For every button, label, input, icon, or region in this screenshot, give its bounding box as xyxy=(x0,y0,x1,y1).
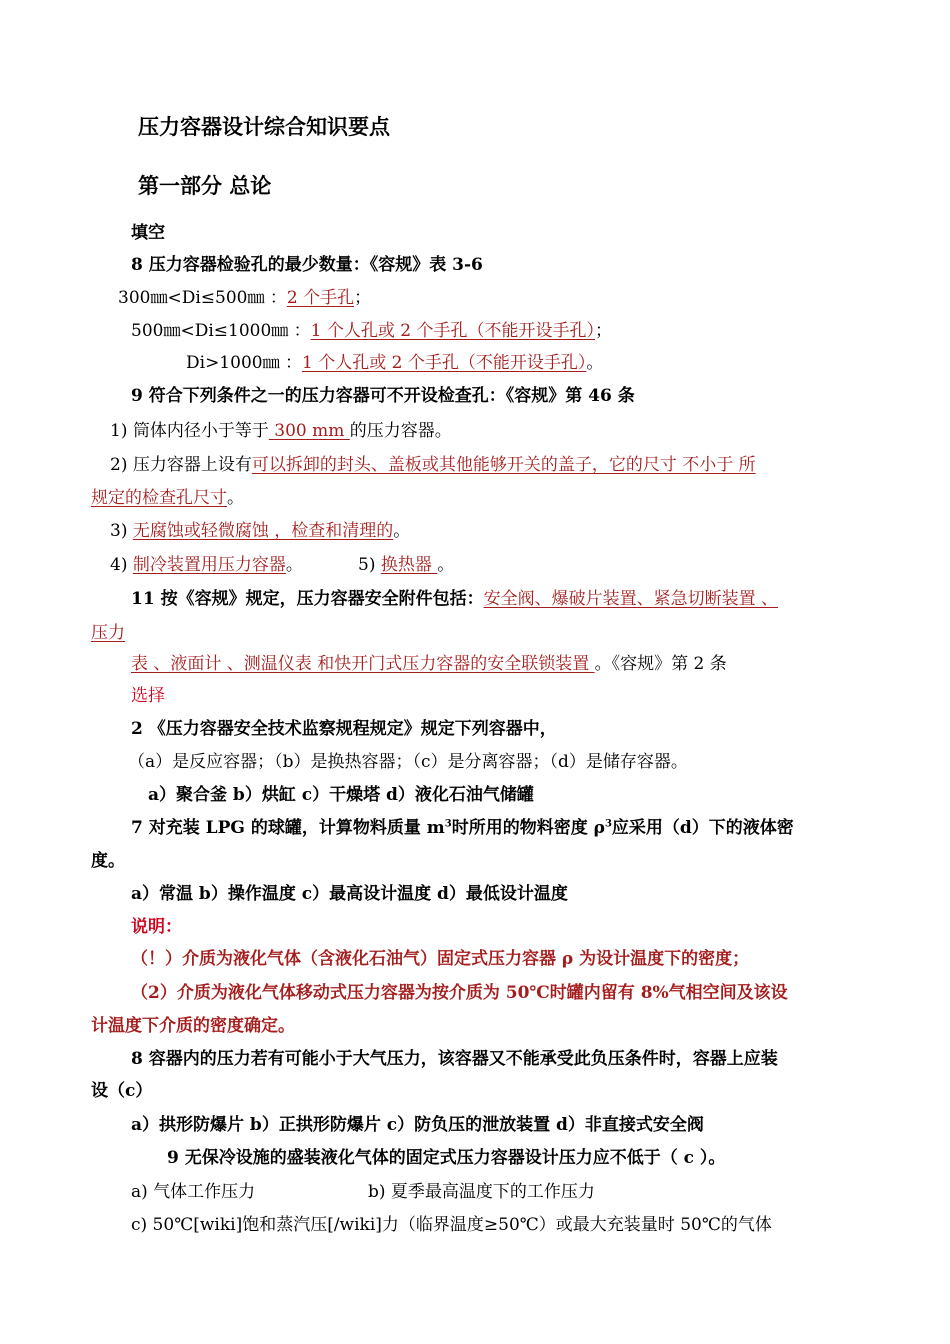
question-text: 11 按《容规》规定，压力容器安全附件包括： xyxy=(131,589,484,609)
question-8: 8 压力容器检验孔的最少数量：《容规》表 3-6 xyxy=(131,255,483,275)
select-question-8-cont: 设（c） xyxy=(91,1081,153,1101)
answer-text: 压力 xyxy=(91,623,125,643)
row-label: 500㎜<Di≤1000㎜ ： xyxy=(131,321,311,341)
answer-text: 规定的检查孔尺寸 xyxy=(91,488,227,508)
row-end: 。 xyxy=(586,353,604,373)
row-end: ； xyxy=(354,288,372,308)
select-question-2-choices: a）聚合釜 b）烘缸 c）干燥塔 d）液化石油气储罐 xyxy=(148,785,534,805)
note-1: （！）介质为液化气体（含液化石油气）固定式压力容器 ρ 为设计温度下的密度； xyxy=(131,949,750,969)
answer-text: 换热器 xyxy=(380,555,438,575)
select-question-7 xyxy=(131,817,794,839)
question-11 xyxy=(131,588,778,610)
condition-label: 5) xyxy=(358,555,381,575)
condition-label: 3) xyxy=(110,521,133,541)
select-question-9-opt-c: c) 50℃[wiki]饱和蒸汽压[/wiki]力（临界温度≥50℃）或最大充装量时 50℃的气体 xyxy=(131,1215,772,1235)
answer-text: 2 个手孔 xyxy=(286,288,355,308)
note-2: （2）介质为液化气体移动式压力容器为按介质为 50℃时罐内留有 8%气相空间及该设 xyxy=(131,983,788,1003)
select-question-9: 9 无保冷设施的盛装液化气体的固定式压力容器设计压力应不低于（ c ）。 xyxy=(167,1148,726,1168)
note-2-cont: 计温度下介质的密度确定。 xyxy=(91,1016,295,1036)
row-label: 300㎜<Di≤500㎜ ： xyxy=(118,288,287,308)
answer-text: 1 个人孔或 2 个手孔（不能开设手孔） xyxy=(310,321,596,341)
superscript: 3 xyxy=(444,818,452,830)
condition-1 xyxy=(110,420,452,442)
select-question-8-opts: a）拱形防爆片 b）正拱形防爆片 c）防负压的泄放装置 d）非直接式安全阀 xyxy=(131,1115,704,1135)
condition-end: 。 xyxy=(227,488,244,508)
answer-text: 1 个人孔或 2 个手孔（不能开设手孔） xyxy=(301,353,587,373)
condition-4 xyxy=(110,554,303,576)
q-part: 应采用（d）下的液体密 xyxy=(611,818,794,838)
answer-text: 制冷装置用压力容器 xyxy=(132,555,286,575)
condition-2-cont xyxy=(91,487,244,509)
condition-end: 。 xyxy=(437,555,455,575)
question-11-cont2 xyxy=(131,653,727,675)
condition-label: 1) 筒体内径小于等于 xyxy=(110,421,269,441)
answer-row-3 xyxy=(186,352,603,374)
answer-text: 表 、液面计 、测温仪表 和快开门式压力容器的安全联锁装置 xyxy=(131,654,595,674)
q-part: 7 对充装 LPG 的球罐，计算物料质量 m xyxy=(131,818,445,838)
answer-row-2 xyxy=(131,320,612,342)
select-question-8: 8 容器内的压力若有可能小于大气压力，该容器又不能承受此负压条件时，容器上应装 xyxy=(131,1049,778,1069)
answer-text: 300 mm xyxy=(268,421,350,441)
row-label: Di>1000㎜ ： xyxy=(186,353,302,373)
condition-5 xyxy=(358,554,454,576)
condition-2 xyxy=(110,454,756,476)
row-end: ； xyxy=(595,321,613,341)
question-end: 。《容规》第 2 条 xyxy=(594,654,727,674)
superscript: 3 xyxy=(604,818,612,830)
condition-post: 的压力容器。 xyxy=(349,421,452,441)
q-part: 时所用的物料密度 ρ xyxy=(451,818,605,838)
question-9: 9 符合下列条件之一的压力容器可不开设检查孔：《容规》第 46 条 xyxy=(131,386,635,406)
condition-end: 。 xyxy=(393,521,411,541)
select-question-2-opts: （a）是反应容器；（b）是换热容器；（c）是分离容器；（d）是储存容器。 xyxy=(128,752,688,772)
select-heading: 选择 xyxy=(131,686,165,706)
select-question-9-opt-b: b) 夏季最高温度下的工作压力 xyxy=(368,1182,595,1202)
select-question-9-opt-a: a) 气体工作压力 xyxy=(131,1182,256,1202)
select-question-7-opts: a）常温 b）操作温度 c）最高设计温度 d）最低设计温度 xyxy=(131,884,568,904)
select-question-7-cont: 度。 xyxy=(91,851,125,871)
answer-row-1 xyxy=(118,287,371,309)
answer-text: 安全阀、爆破片装置、紧急切断装置 、 xyxy=(483,589,778,609)
condition-label: 2) 压力容器上设有 xyxy=(110,455,252,475)
answer-text: 无腐蚀或轻微腐蚀 ，检查和清理的 xyxy=(132,521,394,541)
fill-heading: 填空 xyxy=(131,223,165,243)
note-label: 说明： xyxy=(131,917,182,937)
question-11-cont xyxy=(91,622,125,644)
condition-label: 4) xyxy=(110,555,133,575)
doc-title: 压力容器设计综合知识要点 xyxy=(138,114,390,139)
condition-3 xyxy=(110,520,410,542)
answer-text: 可以拆卸的封头、盖板或其他能够开关的盖子，它的尺寸 不小于 所 xyxy=(251,455,756,475)
condition-end: 。 xyxy=(285,555,303,575)
section-heading: 第一部分 总论 xyxy=(138,173,272,198)
select-question-2: 2 《压力容器安全技术监察规程规定》规定下列容器中， xyxy=(131,719,557,739)
